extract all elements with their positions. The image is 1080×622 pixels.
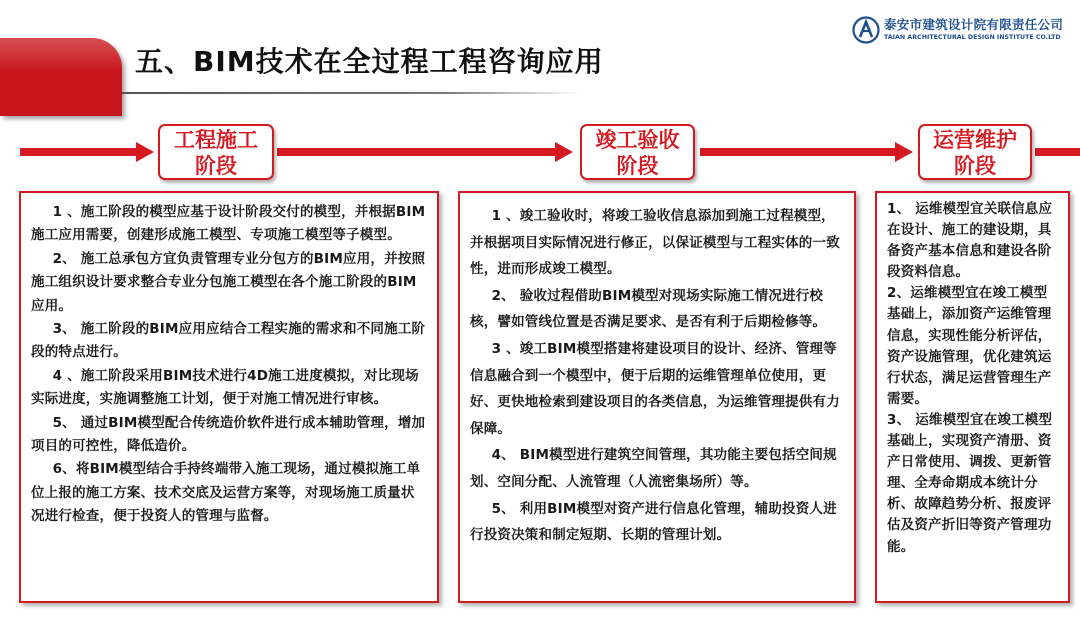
flow-arrow-2-head: [555, 142, 573, 162]
stage-construction-line2: 阶段: [195, 154, 237, 178]
flow-arrow-2: [277, 148, 557, 156]
construction-item-3: 3、 施工阶段的BIM应用应结合工程实施的需求和不同施工阶段的特点进行。: [31, 321, 426, 361]
flow-arrow-3: [700, 148, 897, 156]
operation-item-2: 2、运维模型宜在竣工模型基础上，添加资产运维管理信息，实现性能分析评估，资产设施管理，优化建筑运行状态，满足运营管理生产需要。: [887, 285, 1052, 407]
acceptance-item-1: 1 、竣工验收时，将竣工验收信息添加到施工过程模型，并根据项目实际情况进行修正，以保证模型与工程实体的一致性，进而形成竣工模型。: [470, 208, 840, 278]
acceptance-stage-panel: [458, 191, 856, 603]
construction-item-6: 6、将BIM模型结合手持终端带入施工现场，通过模拟施工单位上报的施工方案、技术交底及运营方案等，对现场施工质量状况进行检查，便于投资人的管理与监督。: [31, 461, 421, 525]
company-name-en: TAIAN ARCHITECTURAL DESIGN INSTITUTE CO.LTD: [884, 34, 1061, 41]
construction-item-5: 5、 通过BIM模型配合传统造价软件进行成本辅助管理，增加项目的可控性，降低造价。: [31, 414, 426, 455]
construction-stage-panel: [19, 191, 439, 603]
slide-title: 五、BIM技术在全过程工程咨询应用: [135, 45, 604, 78]
construction-item-4: 4 、施工阶段采用BIM技术进行4D施工进度模拟，对比现场实际进度，实施调整施工计划，便于对施工情况进行审核。: [31, 367, 419, 408]
stage-operation: [918, 124, 1032, 180]
operation-item-3: 3、 运维模型宜在竣工模型基础上，实现资产清册、资产日常使用、调拨、更新管理、全寿命期成本统计分析、故障趋势分析、报废评估及资产折旧等资产管理功能。: [887, 411, 1053, 555]
acceptance-item-3: 3 、竣工BIM模型搭建将建设项目的设计、经济、管理等信息融合到一个模型中，便于后期的运维管理单位使用，更好、更快地检索到建设项目的各类信息，为运维管理提供有力保障。: [470, 340, 840, 437]
acceptance-item-2: 2、 验收过程借助BIM模型对现场实际施工情况进行校核，譬如管线位置是否满足要求、是否有利于后期检修等。: [470, 287, 827, 331]
company-name-cn: 泰安市建筑设计院有限责任公司: [884, 17, 1064, 32]
title-underline: [122, 92, 582, 94]
stage-acceptance: [580, 124, 695, 180]
stage-acceptance-line1: 竣工验收: [595, 128, 680, 152]
stage-acceptance-line2: 阶段: [616, 154, 659, 178]
flow-arrow-4: [1035, 148, 1080, 156]
construction-item-1: 1 、施工阶段的模型应基于设计阶段交付的模型，并根据BIM施工应用需要，创建形成施工模型、专项施工模型等子模型。: [31, 204, 426, 244]
stage-construction-line1: 工程施工: [174, 128, 258, 152]
title-accent-bar: [0, 38, 122, 116]
acceptance-item-4: 4、 BIM模型进行建筑空间管理，其功能主要包括空间规划、空间分配、人流管理（人流密集场所）等。: [470, 447, 837, 490]
company-logo: [852, 12, 1072, 52]
stage-operation-line1: 运营维护: [933, 128, 1017, 152]
flow-arrow-1: [20, 148, 138, 156]
construction-item-2: 2、 施工总承包方宜负责管理专业分包方的BIM应用，并按照施工组织设计要求整合专业分包施工模型在各个施工阶段的BIM应用。: [31, 250, 426, 314]
operation-item-1: 1、 运维模型宜关联信息应在设计、施工的建设期，具备资产基本信息和建设各阶段资料信息。: [887, 201, 1053, 281]
stage-construction: [158, 124, 274, 180]
flow-arrow-1-head: [136, 142, 154, 162]
stage-operation-line2: 阶段: [954, 154, 996, 178]
flow-arrow-3-head: [895, 142, 913, 162]
acceptance-item-5: 5、 利用BIM模型对资产进行信息化管理，辅助投资人进行投资决策和制定短期、长期的管理计划。: [470, 500, 837, 544]
operation-stage-panel: [875, 191, 1070, 603]
company-logo-icon: [852, 16, 880, 44]
